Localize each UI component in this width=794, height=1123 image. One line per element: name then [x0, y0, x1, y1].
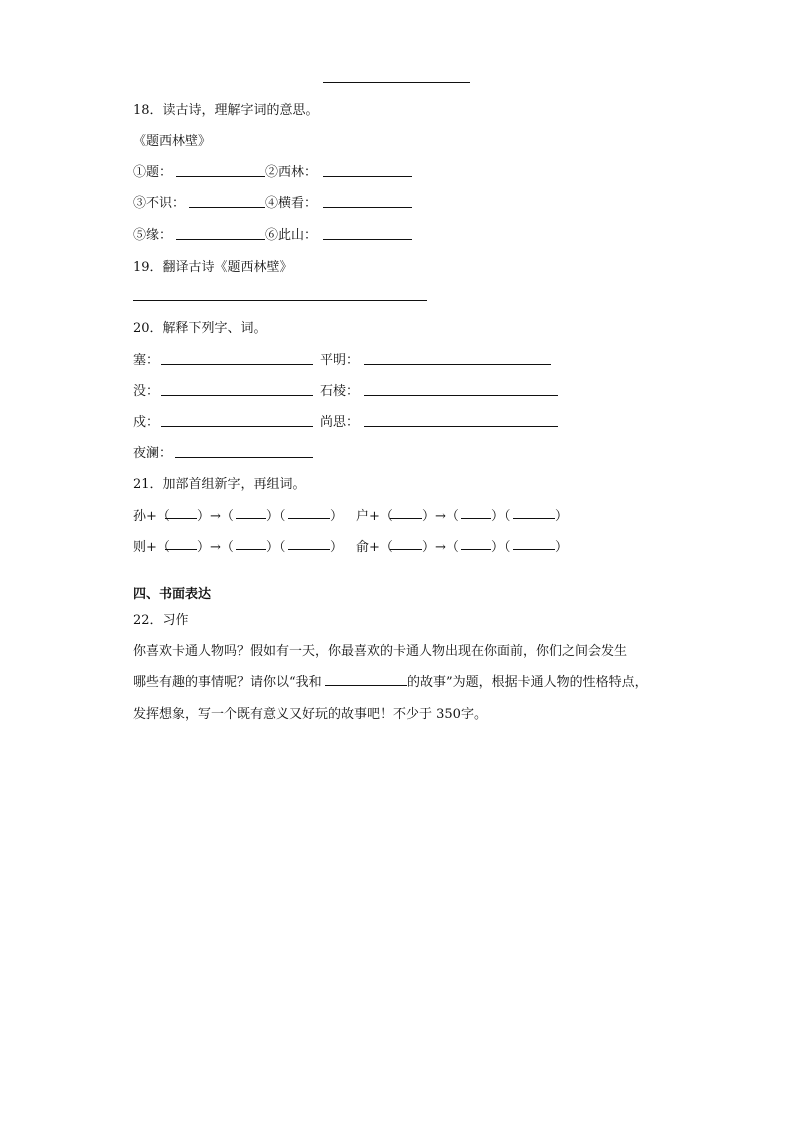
q21-r1-part6: ）→（	[422, 509, 459, 524]
q22-prompt-line-1: 你喜欢卡通人物吗？假如有一天，你最喜欢的卡通人物出现在你面前，你们之间会发生	[133, 644, 628, 659]
q21-r2-blank2[interactable]	[236, 549, 266, 550]
q18-item-4-label: ④横看：	[265, 196, 318, 211]
q18-item-5-label: ⑤缘：	[133, 228, 173, 243]
q18-item-1-label: ①题：	[133, 165, 173, 180]
question-21-title: 21．加部首组新字，再组词。	[133, 477, 306, 492]
q21-r2-part4: ）	[330, 540, 344, 555]
q21-r1-part4: ）	[330, 509, 344, 524]
q18-item-1-blank[interactable]	[176, 176, 265, 177]
q21-r1-part2: ）→（	[197, 509, 234, 524]
q20-item-pingming-label: 平明：	[320, 353, 360, 368]
q21-r1-blank1[interactable]	[165, 518, 197, 519]
q21-r2-part6: ）→（	[422, 540, 459, 555]
q21-r2-blank5[interactable]	[461, 549, 491, 550]
poem-title: 《题西林壁》	[133, 134, 212, 149]
section-4-heading: 四、书面表达	[133, 587, 212, 602]
q22-prompt-line-2b: 的故事”为题，根据卡通人物的性格特点，	[407, 675, 648, 690]
q21-r2-part1: 则+（	[133, 540, 170, 555]
q20-item-shu-blank[interactable]	[161, 426, 313, 427]
question-22-title: 22．习作	[133, 613, 189, 628]
q18-item-3-label: ③不识：	[133, 196, 186, 211]
q20-item-pingming-blank[interactable]	[364, 364, 551, 365]
q20-item-yelan-label: 夜澜：	[133, 446, 173, 461]
q18-item-3-blank[interactable]	[189, 207, 265, 208]
q18-item-6-label: ⑥此山：	[265, 228, 318, 243]
q21-r2-blank6[interactable]	[513, 549, 555, 550]
q21-r1-blank3[interactable]	[288, 518, 330, 519]
q21-r2-blank1[interactable]	[165, 549, 197, 550]
q20-item-mo-label: 没：	[133, 384, 160, 399]
q20-item-shileng-blank[interactable]	[364, 395, 558, 396]
q21-r1-blank6[interactable]	[513, 518, 555, 519]
q22-title-blank[interactable]	[325, 685, 407, 686]
q21-r2-part2: ）→（	[197, 540, 234, 555]
q21-r1-part1: 孙+（	[133, 509, 170, 524]
q20-item-shu-label: 戍：	[133, 415, 160, 430]
q22-prompt-line-2a: 哪些有趣的事情呢？请你以“我和	[133, 675, 322, 690]
q18-item-6-blank[interactable]	[323, 239, 412, 240]
q22-prompt-line-3: 发挥想象，写一个既有意义又好玩的故事吧！不少于 350字。	[133, 707, 487, 722]
q21-r1-blank4[interactable]	[390, 518, 422, 519]
q19-answer-line[interactable]	[133, 300, 427, 301]
q20-item-shileng-label: 石棱：	[320, 384, 360, 399]
q21-r1-part7: ）（	[491, 509, 511, 524]
q20-item-sai-blank[interactable]	[161, 364, 313, 365]
q21-r2-part3: ）（	[266, 540, 286, 555]
q21-r1-blank5[interactable]	[461, 518, 491, 519]
question-18-title: 18．读古诗，理解字词的意思。	[133, 103, 319, 118]
q18-item-2-label: ②西林：	[265, 165, 318, 180]
q21-r2-blank3[interactable]	[288, 549, 330, 550]
q21-r1-part8: ）	[555, 509, 569, 524]
q20-item-shangsi-label: 尚思：	[320, 415, 360, 430]
question-19-title: 19．翻译古诗《题西林壁》	[133, 260, 293, 275]
q18-item-4-blank[interactable]	[323, 207, 412, 208]
q20-item-sai-label: 塞：	[133, 353, 160, 368]
q21-r2-part5: 俞+（	[356, 540, 393, 555]
q21-r2-blank4[interactable]	[390, 549, 422, 550]
answer-line-top	[323, 82, 470, 83]
q18-item-2-blank[interactable]	[323, 176, 412, 177]
q21-r1-blank2[interactable]	[236, 518, 266, 519]
q20-item-mo-blank[interactable]	[161, 395, 313, 396]
q18-item-5-blank[interactable]	[176, 239, 265, 240]
q21-r1-part3: ）（	[266, 509, 286, 524]
q21-r1-part5: 户+（	[356, 509, 393, 524]
q20-item-shangsi-blank[interactable]	[364, 426, 558, 427]
q21-r2-part8: ）	[555, 540, 569, 555]
question-20-title: 20．解释下列字、词。	[133, 321, 267, 336]
q20-item-yelan-blank[interactable]	[175, 457, 313, 458]
q21-r2-part7: ）（	[491, 540, 511, 555]
